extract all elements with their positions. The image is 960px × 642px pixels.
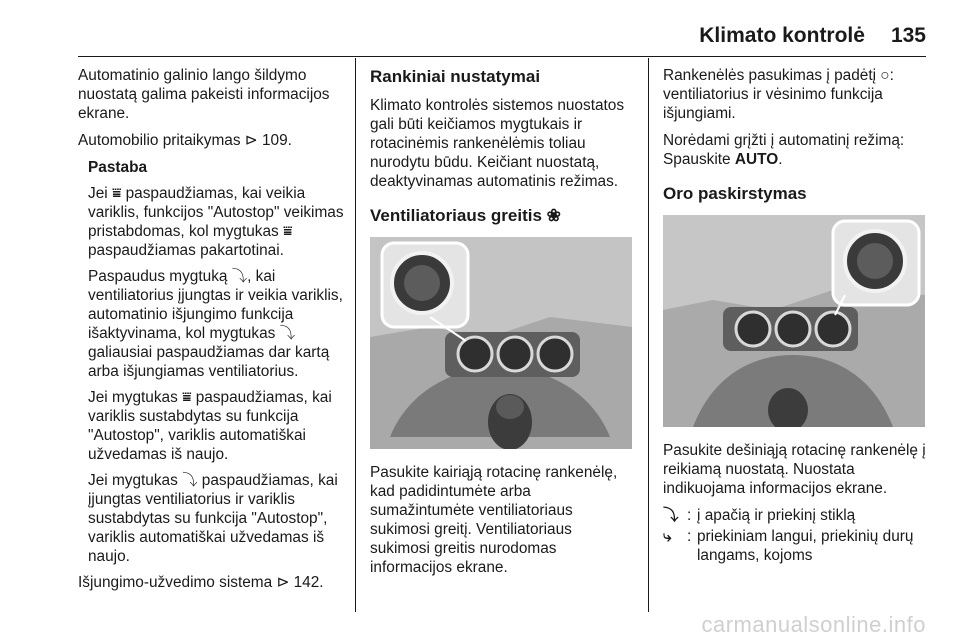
- paragraph-air-distribution: Pasukite dešiniąją rotacinę rankenėlę į reikiamą nuostatą. Nuostata indikuojama informacijos ekrane.: [663, 442, 926, 497]
- definition-text: į apačią ir priekinį stiklą: [697, 507, 856, 524]
- note-paragraph-2: Paspaudus mygtuką ⤵, kai ventiliatorius įjungtas ir veikia variklis, automatinio išjungimo funkcija išaktyvinama, kol mygtukas ⤵ galiausiai paspaudžiamas dar kartą arba išjungiamas ventiliatorius.: [88, 268, 343, 380]
- page-title: Klimato kontrolė: [699, 24, 865, 47]
- paragraph-return-to-auto: Norėdami grįžti į automatinį režimą: Spauskite AUTO.: [663, 132, 905, 168]
- page-number: 135: [890, 24, 926, 47]
- air-distribution-knob-photo: [663, 215, 925, 427]
- windows-feet-icon: ⤷: [663, 528, 672, 545]
- cross-reference-stop-start[interactable]: Išjungimo-užvedimo sistema ⊳ 142.: [78, 574, 324, 591]
- paragraph-rear-window-heating: Automatinio galinio lango šildymo nuostatą galima pakeisti informacijos ekrane.: [78, 67, 330, 122]
- floor-windscreen-icon: ⤵: [663, 507, 679, 524]
- section-heading-manual-settings: Rankiniai nustatymai: [370, 67, 541, 86]
- note-paragraph-1: Jei ⩸ paspaudžiamas, kai veikia variklis, funkcijos "Autostop" veikimas pristabdomas, kol mygtukas ⩸ paspaudžiamas pakartotinai.: [88, 185, 344, 259]
- column-2: [370, 66, 635, 585]
- definition-separator: :: [687, 528, 692, 545]
- subheading-air-distribution: Oro paskirstymas: [663, 184, 807, 203]
- subheading-fan-speed: Ventiliatoriaus greitis ❀: [370, 206, 561, 225]
- definition-text: priekiniam langui, priekinių durų langams, kojoms: [697, 528, 914, 564]
- column-1: [78, 66, 348, 600]
- paragraph-fan-speed: Pasukite kairiąją rotacinę rankenėlę, kad padidintumėte arba sumažintumėte ventiliatoriaus sukimosi greitį. Ventiliatoriaus sukimosi greitis nurodomas informacijos ekrane.: [370, 464, 618, 576]
- watermark: carmanualsonline.info: [701, 612, 926, 637]
- paragraph-manual-settings: Klimato kontrolės sistemos nuostatos gali būti keičiamos mygtukais ir rotacinėmis rankenėlėmis toliau nurodytu būdu. Keičiant nuostatą, deaktyvinamas automatinis režimas.: [370, 97, 625, 190]
- header-rule: [78, 56, 926, 57]
- note-title: Pastaba: [88, 159, 148, 176]
- cross-reference-vehicle-personalisation[interactable]: Automobilio pritaikymas ⊳ 109.: [78, 132, 292, 149]
- definition-row-windows-feet: [663, 527, 928, 565]
- column-divider-1: [355, 58, 356, 612]
- column-divider-2: [648, 58, 649, 612]
- page-header: [699, 26, 926, 56]
- definition-separator: :: [687, 507, 692, 524]
- note-paragraph-4: Jei mygtukas ⤵ paspaudžiamas, kai įjungtas ventiliatorius ir variklis sustabdytas su funkcija "Autostop", variklis automatiškai užvedamas iš naujo.: [88, 472, 338, 565]
- fan-speed-knob-photo: [370, 237, 632, 449]
- note-box: [78, 158, 348, 566]
- note-paragraph-3: Jei mygtukas ⩸ paspaudžiamas, kai variklis sustabdytas su funkcija "Autostop", variklis automatiškai užvedamas iš naujo.: [88, 389, 332, 463]
- column-3: [663, 66, 928, 567]
- definition-row-windscreen-floor: [663, 506, 928, 525]
- paragraph-knob-off-position: Rankenėlės pasukimas į padėtį ○: ventiliatorius ir vėsinimo funkcija išjungiami.: [663, 67, 894, 122]
- auto-label: AUTO: [734, 151, 779, 168]
